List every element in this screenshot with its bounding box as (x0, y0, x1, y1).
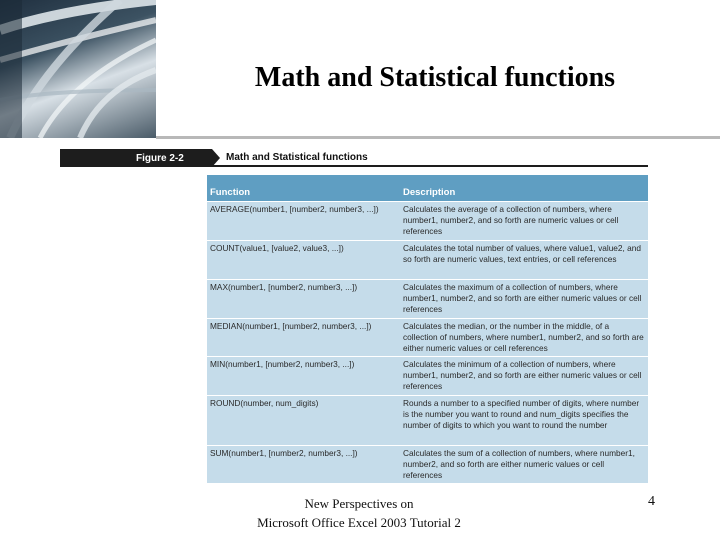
footer-line-1: New Perspectives on (304, 496, 414, 511)
function-syntax: MEDIAN(number1, [number2, number3, ...]) (210, 321, 372, 331)
table-row (207, 445, 648, 483)
title-divider (156, 136, 720, 139)
footer (244, 494, 474, 532)
table-row (207, 356, 648, 395)
function-description: Calculates the average of a collection of numbers, where number1, number2, and so forth are numeric values or cell references (403, 204, 619, 236)
function-description: Calculates the minimum of a collection of numbers, where number1, number2, and so forth are either numeric values or cell references (403, 359, 642, 391)
table-row (207, 201, 648, 240)
function-syntax: MIN(number1, [number2, number3, ...]) (210, 359, 355, 369)
functions-table (207, 175, 648, 483)
function-syntax: AVERAGE(number1, [number2, number3, ...]) (210, 204, 379, 214)
table-row (207, 240, 648, 279)
table-row (207, 395, 648, 445)
function-description: Calculates the total number of values, where value1, value2, and so forth are numeric values, text entries, or cell references (403, 243, 641, 264)
table-header-row (207, 175, 648, 201)
function-syntax: MAX(number1, [number2, number3, ...]) (210, 282, 358, 292)
figure-caption: Math and Statistical functions (212, 149, 648, 167)
table-row (207, 279, 648, 318)
footer-line-2: Microsoft Office Excel 2003 Tutorial 2 (257, 515, 461, 530)
function-description: Calculates the sum of a collection of numbers, where number1, number2, and so forth are either numeric values or cell references (403, 448, 635, 480)
function-syntax: ROUND(number, num_digits) (210, 398, 319, 408)
function-description: Rounds a number to a specified number of digits, where number is the number you want to round and num_digits specifies the number of digits to which you want to round the number (403, 398, 640, 430)
function-syntax: SUM(number1, [number2, number3, ...]) (210, 448, 358, 458)
figure-label: Figure 2-2 (60, 149, 212, 167)
table-row (207, 318, 648, 356)
slide-title: Math and Statistical functions (254, 62, 616, 93)
function-description: Calculates the median, or the number in the middle, of a collection of numbers, where number1, number2, and so forth are either numeric values or cell references (403, 321, 644, 353)
figure-header (60, 149, 648, 167)
header-description: Description (403, 187, 456, 198)
decorative-architecture-photo (0, 0, 156, 138)
function-syntax: COUNT(value1, [value2, value3, ...]) (210, 243, 344, 253)
page-number: 4 (648, 494, 655, 509)
function-description: Calculates the maximum of a collection of numbers, where number1, number2, and so forth are either numeric values or cell references (403, 282, 642, 314)
header-function: Function (210, 187, 251, 198)
